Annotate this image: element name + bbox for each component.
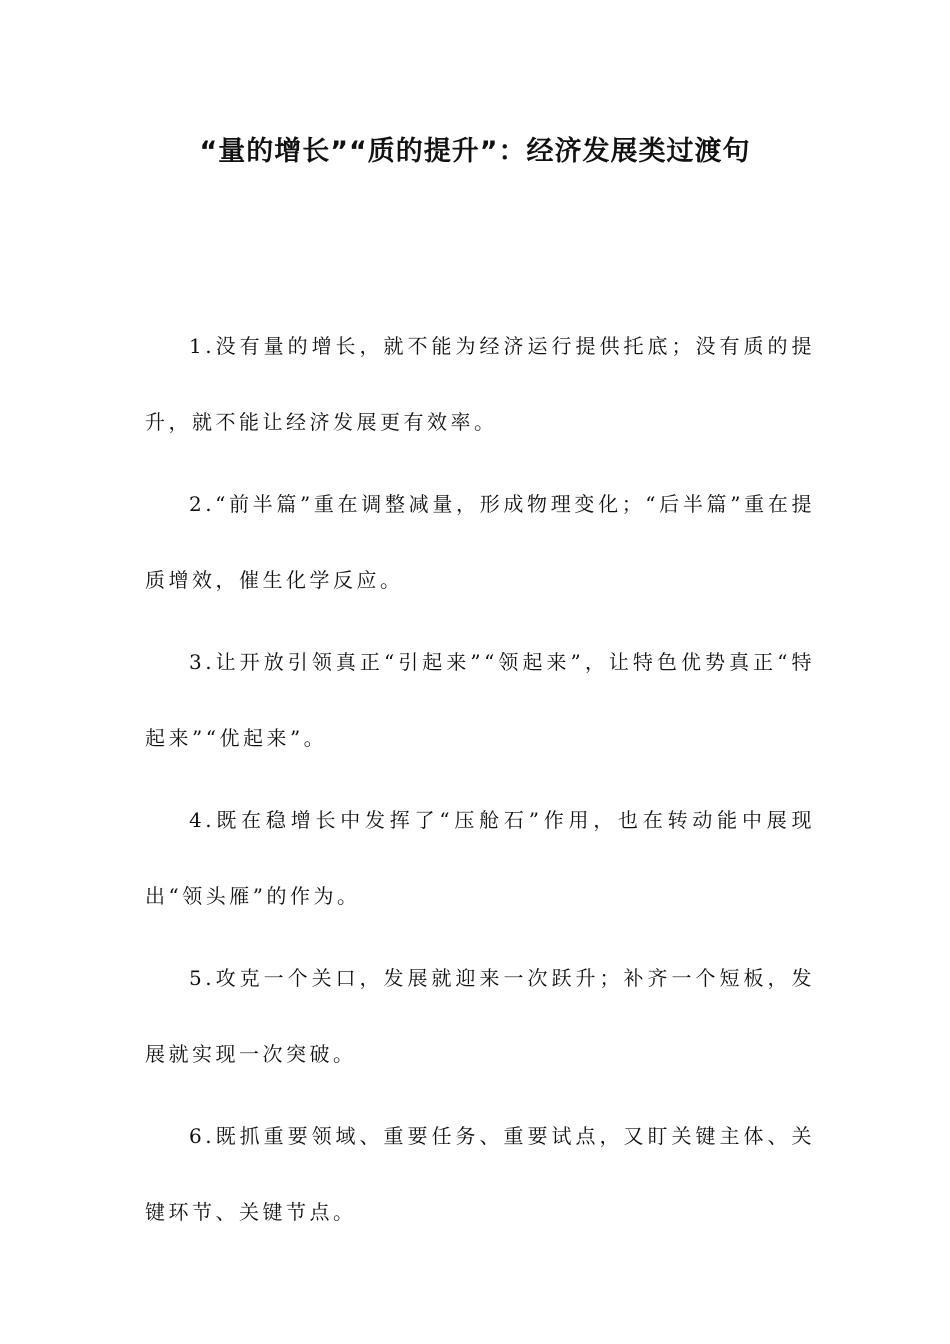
document-body — [145, 308, 815, 1250]
paragraph-2: 2.“前半篇”重在调整减量，形成物理变化；“后半篇”重在提质增效，催生化学反应。 — [145, 492, 815, 592]
paragraph-1: 1.没有量的增长，就不能为经济运行提供托底；没有质的提升，就不能让经济发展更有效率。 — [145, 334, 815, 434]
document-title: “量的增长”“质的提升”：经济发展类过渡句 — [199, 136, 751, 167]
paragraph-5: 5.攻克一个关口，发展就迎来一次跃升；补齐一个短板，发展就实现一次突破。 — [145, 966, 815, 1066]
paragraph-4: 4.既在稳增长中发挥了“压舱石”作用，也在转动能中展现出“领头雁”的作为。 — [145, 808, 815, 908]
paragraph-3: 3.让开放引领真正“引起来”“领起来”，让特色优势真正“特起来”“优起来”。 — [145, 650, 815, 750]
paragraph-6: 6.既抓重要领域、重要任务、重要试点，又盯关键主体、关键环节、关键节点。 — [145, 1124, 815, 1224]
